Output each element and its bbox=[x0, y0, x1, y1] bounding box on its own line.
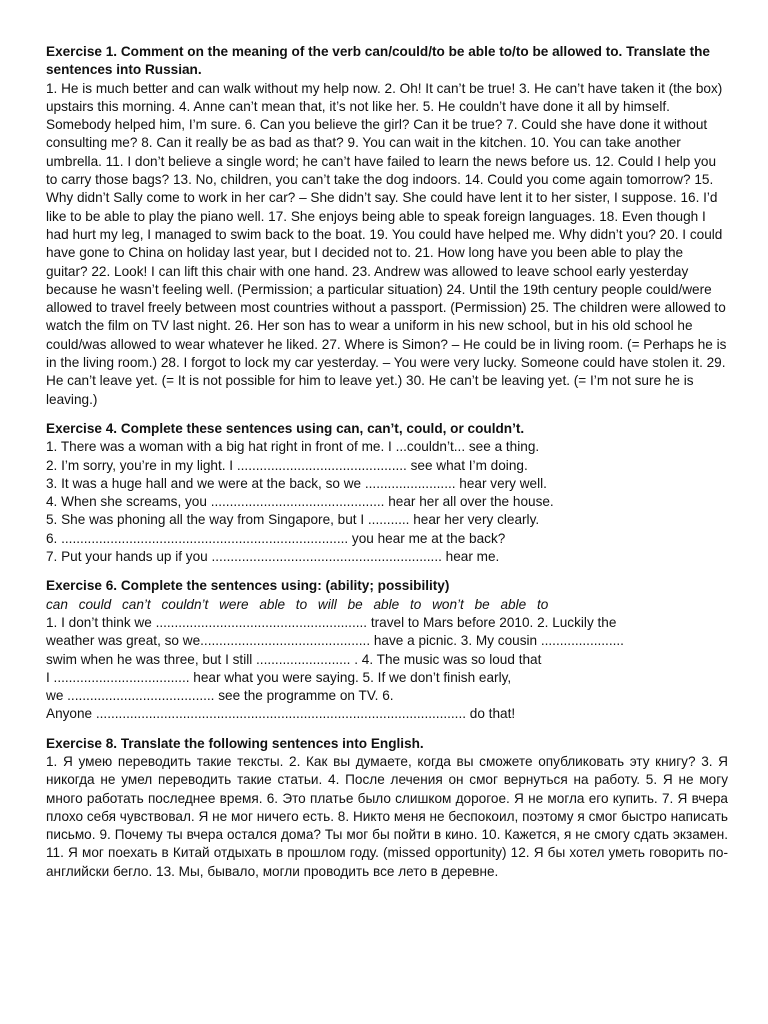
exercise-4-line: 3. It was a huge hall and we were at the back, so we ........................ hear very well. bbox=[46, 475, 547, 491]
exercise-4-line: 7. Put your hands up if you ............................................................. hear me. bbox=[46, 549, 500, 565]
exercise-1 bbox=[46, 43, 728, 409]
exercise-4 bbox=[46, 420, 728, 566]
exercise-4-line: 4. When she screams, you .............................................. hear her all over the house. bbox=[46, 494, 554, 510]
exercise-4-title: Exercise 4. Complete these sentences using can, can’t, could, or couldn’t. bbox=[46, 420, 525, 436]
exercise-1-title: Exercise 1. Comment on the meaning of the verb can/could/to be able to/to be allowed to. Translate the sentences into Russian. bbox=[46, 44, 710, 78]
exercise-4-line: 6. ............................................................................ you hear me at the back? bbox=[46, 530, 506, 546]
exercise-6-line: Anyone .................................................................................................. do that! bbox=[46, 706, 516, 722]
exercise-4-line: 2. I’m sorry, you’re in my light. I ............................................. see what I’m doing. bbox=[46, 457, 528, 473]
exercise-6 bbox=[46, 577, 728, 723]
exercise-6-word-bank: can could can’t couldn’t were able to will be able to won’t be able to bbox=[46, 596, 549, 612]
exercise-8 bbox=[46, 735, 728, 881]
exercise-6-title: Exercise 6. Complete the sentences using: (ability; possibility) bbox=[46, 578, 450, 594]
exercise-4-line: 5. She was phoning all the way from Singapore, but I ........... hear her very clearly. bbox=[46, 512, 540, 528]
exercise-6-line: I .................................... hear what you were saying. 5. If we don’t finish early, bbox=[46, 669, 512, 685]
exercise-1-body: 1. He is much better and can walk without my help now. 2. Oh! It can’t be true! 3. He can’t have taken it (the box) upstairs this morning. 4. Anne can’t mean that, it’s not like her. 5. He couldn’t have done it all by himself. Somebody helped him, I’m sure. 6. Can you believe the girl? Can it be true? 7. Could she have done it without consulting me? 8. Can it really be as bad as that? 9. You can wait in the kitchen. 10. You can take another umbrella. 11. I don’t believe a single word; he can’t have failed to learn the news before us. 12. Could I help you to carry those bags? 13. No, children, you can’t take the dog indoors. 14. Could you come again tomorrow? 15. Why didn’t Sally come to work in her car? – She didn’t say. She could have lent it to her sister, I suppose. 16. I’d like to be able to play the piano well. 17. She enjoys being able to speak foreign languages. 18. Even though I had hurt my leg, I managed to swim back to the boat. 19. You could have helped me. Why didn’t you? 20. I could have gone to China on holiday last year, but I decided not to. 21. How long have you been able to play the guitar? 22. Look! I can lift this chair with one hand. 23. Andrew was allowed to leave school early yesterday because he wasn’t feeling well. (Permission; a particular situation) 24. Until the 19th century people could/were allowed to travel freely between most countries without a passport. (Permission) 25. The children were allowed to watch the film on TV last night. 26. Her son has to wear a uniform in his new school, but in his old school he could/was allowed to wear whatever he liked. 27. Where is Simon? – He could be in living room. (= Perhaps he is in the living room.) 28. I forgot to lock my car yesterday. – You were very lucky. Someone could have stolen it. 29. He can’t leave yet. (= It is not possible for him to leave yet.) 30. He can’t be leaving yet. (= I’m not sure he is leaving.) bbox=[46, 80, 727, 407]
exercise-6-line: 1. I don’t think we ........................................................ travel to Mars before 2010. 2. Luckily the bbox=[46, 614, 617, 630]
exercise-8-title: Exercise 8. Translate the following sentences into English. bbox=[46, 735, 424, 751]
exercise-6-line: swim when he was three, but I still ......................... . 4. The music was so loud that bbox=[46, 651, 542, 667]
exercise-6-line: we ....................................... see the programme on TV. 6. bbox=[46, 688, 394, 704]
exercise-4-line: 1. There was a woman with a big hat right in front of me. I ...couldn’t... see a thing. bbox=[46, 439, 540, 455]
exercise-8-body: 1. Я умею переводить такие тексты. 2. Как вы думаете, когда вы сможете опубликовать эту книгу? 3. Я никогда не умел переводить такие статьи. 4. После лечения он смог вернуться на работу. 5. Я не могу много работать последнее время. 6. Это платье было слишком дорогое. Я не могла его купить. 7. Я вчера плохо себя чувствовал. Я не мог ничего есть. 8. Никто меня не беспокоил, поэтому я смог быстро написать письмо. 9. Почему ты вчера остался дома? Ты мог бы пойти в кино. 10. Кажется, я не смогу сдать экзамен. 11. Я мог поехать в Китай отдыхать в прошлом году. (missed opportunity) 12. Я бы хотел уметь говорить по-английски бегло. 13. Мы, бывало, могли проводить все лето в деревне. bbox=[46, 753, 728, 879]
exercise-6-line: weather was great, so we............................................. have a picnic. 3. My cousin ...................... bbox=[46, 633, 624, 649]
